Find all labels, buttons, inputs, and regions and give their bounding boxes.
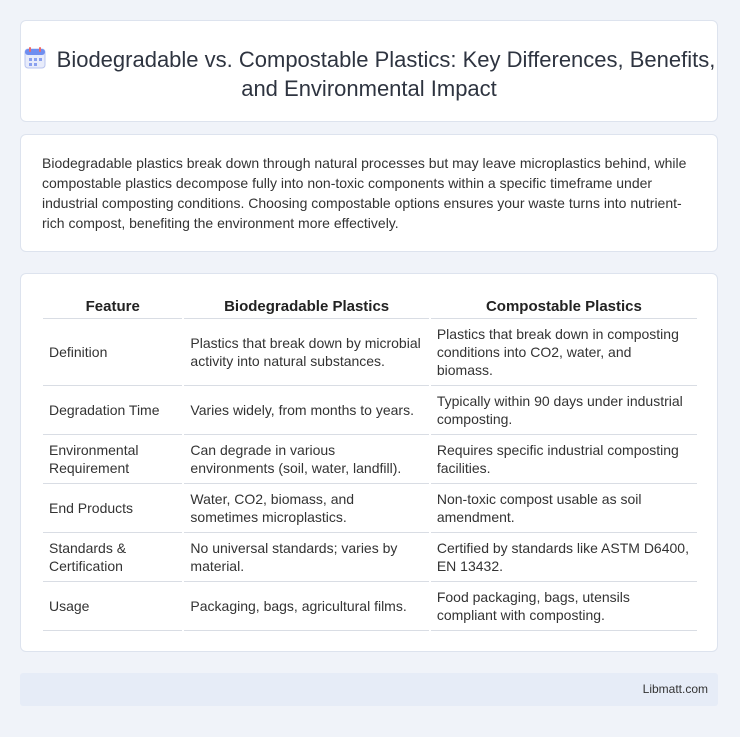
- feature-cell: Environmental Requirement: [43, 435, 182, 484]
- table-row: [43, 435, 697, 484]
- feature-cell: Standards & Certification: [43, 533, 182, 582]
- feature-cell: Usage: [43, 582, 182, 631]
- feature-cell: Degradation Time: [43, 386, 182, 435]
- compostable-cell: Typically within 90 days under industrial composting.: [431, 386, 697, 435]
- compostable-cell: Requires specific industrial composting facilities.: [431, 435, 697, 484]
- compostable-cell: Plastics that break down in composting conditions into CO2, water, and biomass.: [431, 319, 697, 386]
- biodegradable-cell: Varies widely, from months to years.: [184, 386, 428, 435]
- header-feature: Feature: [43, 295, 182, 319]
- biodegradable-cell: Can degrade in various environments (soil, water, landfill).: [184, 435, 428, 484]
- header-biodegradable: Biodegradable Plastics: [184, 295, 428, 319]
- comparison-table: [41, 295, 699, 631]
- comparison-card: [20, 273, 718, 652]
- biodegradable-cell: Water, CO2, biomass, and sometimes microplastics.: [184, 484, 428, 533]
- compostable-cell: Non-toxic compost usable as soil amendment.: [431, 484, 697, 533]
- intro-card: [20, 134, 718, 252]
- table-row: [43, 484, 697, 533]
- footer-site-link[interactable]: Libmatt.com: [642, 682, 708, 696]
- header-compostable: Compostable Plastics: [431, 295, 697, 319]
- page-title: Biodegradable vs. Compostable Plastics: Key Differences, Benefits, and Environmental Impact: [56, 47, 716, 101]
- compostable-cell: Food packaging, bags, utensils compliant with composting.: [431, 582, 697, 631]
- title-card: [20, 20, 718, 122]
- page-title-wrap: [21, 45, 717, 103]
- table-header-row: [43, 295, 697, 319]
- table-row: [43, 582, 697, 631]
- compostable-cell: Certified by standards like ASTM D6400, EN 13432.: [431, 533, 697, 582]
- table-row: [43, 386, 697, 435]
- biodegradable-cell: Packaging, bags, agricultural films.: [184, 582, 428, 631]
- feature-cell: End Products: [43, 484, 182, 533]
- table-row: [43, 319, 697, 386]
- biodegradable-cell: Plastics that break down by microbial activity into natural substances.: [184, 319, 428, 386]
- intro-paragraph: Biodegradable plastics break down through natural processes but may leave microplastics behind, while compostable plastics decompose fully into non-toxic components within a specific timeframe under industrial composting conditions. Choosing compostable options ensures your waste turns into nutrient-rich compost, benefiting the environment more effectively.: [42, 155, 687, 231]
- table-row: [43, 533, 697, 582]
- footer-bar: [20, 673, 718, 706]
- feature-cell: Definition: [43, 319, 182, 386]
- biodegradable-cell: No universal standards; varies by material.: [184, 533, 428, 582]
- calendar-icon: [23, 46, 47, 70]
